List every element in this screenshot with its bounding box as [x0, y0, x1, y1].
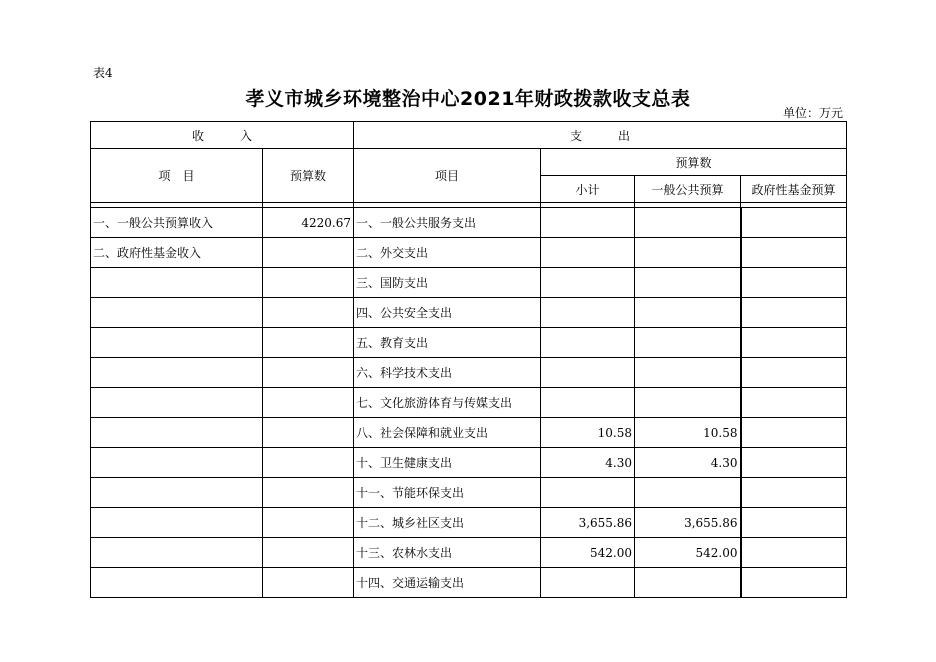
general-budget-cell	[635, 328, 741, 358]
expense-item-cell: 一、一般公共服务支出	[354, 208, 541, 238]
subtotal-cell	[541, 358, 635, 388]
fund-budget-cell	[741, 238, 847, 268]
fund-budget-header: 政府性基金预算	[741, 176, 847, 203]
subtotal-cell	[541, 268, 635, 298]
income-item-cell	[91, 478, 263, 508]
unit-label: 单位：万元	[782, 106, 843, 120]
income-item-cell	[91, 268, 263, 298]
subtotal-cell	[541, 328, 635, 358]
table-label: 表4	[93, 66, 113, 80]
subtotal-cell	[541, 478, 635, 508]
expense-item-header: 项目	[354, 149, 541, 203]
income-value-cell	[263, 478, 354, 508]
fund-budget-cell	[741, 298, 847, 328]
income-header: 收 入	[91, 122, 354, 149]
general-budget-cell: 10.58	[635, 418, 741, 448]
subtotal-cell: 10.58	[541, 418, 635, 448]
general-budget-cell	[635, 388, 741, 418]
income-budget-header: 预算数	[263, 149, 354, 203]
table-row	[91, 208, 847, 238]
expense-item-cell: 七、文化旅游体育与传媒支出	[354, 388, 541, 418]
table-row	[91, 358, 847, 388]
income-item-cell	[91, 448, 263, 478]
income-item-cell	[91, 508, 263, 538]
fund-budget-cell	[741, 538, 847, 568]
income-value-cell: 4220.67	[263, 208, 354, 238]
table-row	[91, 538, 847, 568]
income-value-cell	[263, 568, 354, 598]
table-row	[91, 238, 847, 268]
general-budget-cell	[635, 478, 741, 508]
income-value-cell	[263, 328, 354, 358]
expense-item-cell: 十一、节能环保支出	[354, 478, 541, 508]
fund-budget-cell	[741, 418, 847, 448]
table-row	[91, 418, 847, 448]
page-title: 孝义市城乡环境整治中心2021年财政拨款收支总表	[245, 88, 691, 110]
budget-table	[90, 121, 847, 598]
general-budget-cell: 4.30	[635, 448, 741, 478]
income-item-cell: 一、一般公共预算收入	[91, 208, 263, 238]
income-value-cell	[263, 298, 354, 328]
subtotal-cell: 3,655.86	[541, 508, 635, 538]
expense-item-cell: 十四、交通运输支出	[354, 568, 541, 598]
income-item-cell	[91, 538, 263, 568]
table-row	[91, 448, 847, 478]
income-value-cell	[263, 238, 354, 268]
fund-budget-cell	[741, 568, 847, 598]
expense-item-cell: 四、公共安全支出	[354, 298, 541, 328]
income-item-cell	[91, 358, 263, 388]
expense-item-cell: 二、外交支出	[354, 238, 541, 268]
income-value-cell	[263, 508, 354, 538]
general-budget-cell	[635, 238, 741, 268]
income-item-cell: 二、政府性基金收入	[91, 238, 263, 268]
general-budget-header: 一般公共预算	[635, 176, 741, 203]
income-item-cell	[91, 328, 263, 358]
expense-item-cell: 八、社会保障和就业支出	[354, 418, 541, 448]
subtotal-cell	[541, 388, 635, 418]
subtotal-header: 小计	[541, 176, 635, 203]
fund-budget-cell	[741, 358, 847, 388]
table-row	[91, 298, 847, 328]
income-value-cell	[263, 418, 354, 448]
income-item-cell	[91, 418, 263, 448]
general-budget-cell	[635, 268, 741, 298]
fund-budget-cell	[741, 508, 847, 538]
subtotal-cell	[541, 208, 635, 238]
income-item-cell	[91, 568, 263, 598]
table-row	[91, 508, 847, 538]
fund-budget-cell	[741, 328, 847, 358]
table-row	[91, 388, 847, 418]
general-budget-cell: 3,655.86	[635, 508, 741, 538]
expense-budget-header: 预算数	[541, 149, 847, 176]
subtotal-cell: 4.30	[541, 448, 635, 478]
income-value-cell	[263, 538, 354, 568]
income-value-cell	[263, 448, 354, 478]
income-value-cell	[263, 388, 354, 418]
fund-budget-cell	[741, 268, 847, 298]
table-row	[91, 568, 847, 598]
income-value-cell	[263, 358, 354, 388]
income-item-cell	[91, 298, 263, 328]
expense-item-cell: 六、科学技术支出	[354, 358, 541, 388]
income-item-header: 项 目	[91, 149, 263, 203]
fund-budget-cell	[741, 388, 847, 418]
expense-header: 支 出	[354, 122, 847, 149]
subtotal-cell	[541, 568, 635, 598]
income-item-cell	[91, 388, 263, 418]
fund-budget-cell	[741, 208, 847, 238]
fund-budget-cell	[741, 448, 847, 478]
table-row	[91, 478, 847, 508]
subtotal-cell	[541, 298, 635, 328]
expense-item-cell: 十、卫生健康支出	[354, 448, 541, 478]
subtotal-cell: 542.00	[541, 538, 635, 568]
general-budget-cell	[635, 298, 741, 328]
table-row	[91, 328, 847, 358]
fund-budget-cell	[741, 478, 847, 508]
expense-item-cell: 五、教育支出	[354, 328, 541, 358]
expense-item-cell: 十三、农林水支出	[354, 538, 541, 568]
general-budget-cell	[635, 208, 741, 238]
table-row	[91, 268, 847, 298]
income-value-cell	[263, 268, 354, 298]
expense-item-cell: 十二、城乡社区支出	[354, 508, 541, 538]
general-budget-cell: 542.00	[635, 538, 741, 568]
subtotal-cell	[541, 238, 635, 268]
general-budget-cell	[635, 358, 741, 388]
expense-item-cell: 三、国防支出	[354, 268, 541, 298]
general-budget-cell	[635, 568, 741, 598]
